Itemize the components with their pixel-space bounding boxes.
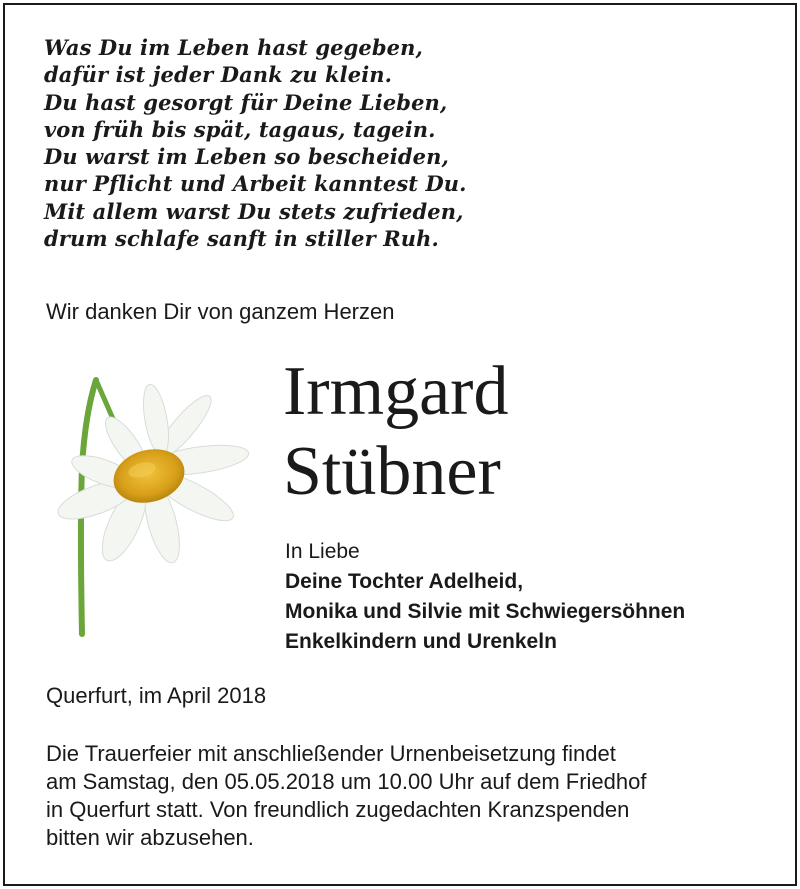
poem-line: nur Pflicht und Arbeit kanntest Du. [44, 171, 467, 197]
family-line: Deine Tochter Adelheid, [285, 570, 524, 593]
poem-line: dafür ist jeder Dank zu klein. [44, 62, 393, 88]
notice-line: in Querfurt statt. Von freundlich zugedachten Kranzspenden [46, 797, 630, 822]
thanks-line: Wir danken Dir von ganzem Herzen [46, 299, 395, 324]
notice-line: am Samstag, den 05.05.2018 um 10.00 Uhr auf dem Friedhof [46, 769, 647, 794]
place-date: Querfurt, im April 2018 [46, 683, 267, 708]
deceased-name [283, 352, 508, 512]
funeral-notice [46, 740, 646, 852]
deceased-first-name: Irmgard [283, 353, 509, 430]
daisy-flower-icon [44, 372, 259, 638]
poem-line: Du hast gesorgt für Deine Lieben, [44, 89, 448, 115]
poem-line: Du warst im Leben so bescheiden, [44, 144, 449, 170]
poem-line: Was Du im Leben hast gegeben, [44, 35, 423, 60]
family-line: Enkelkindern und Urenkeln [285, 630, 557, 653]
notice-line: Die Trauerfeier mit anschließender Urnenbeisetzung findet [46, 741, 616, 766]
poem-line: von früh bis spät, tagaus, tagein. [44, 116, 436, 142]
family-intro: In Liebe [285, 540, 360, 563]
poem [44, 34, 467, 252]
deceased-last-name: Stübner [283, 433, 501, 510]
poem-line: Mit allem warst Du stets zufrieden, [44, 198, 464, 224]
poem-line: drum schlafe sanft in stiller Ruh. [44, 226, 439, 252]
notice-line: bitten wir abzusehen. [46, 825, 254, 850]
family-line: Monika und Silvie mit Schwiegersöhnen [285, 600, 686, 623]
family-block [285, 537, 685, 657]
